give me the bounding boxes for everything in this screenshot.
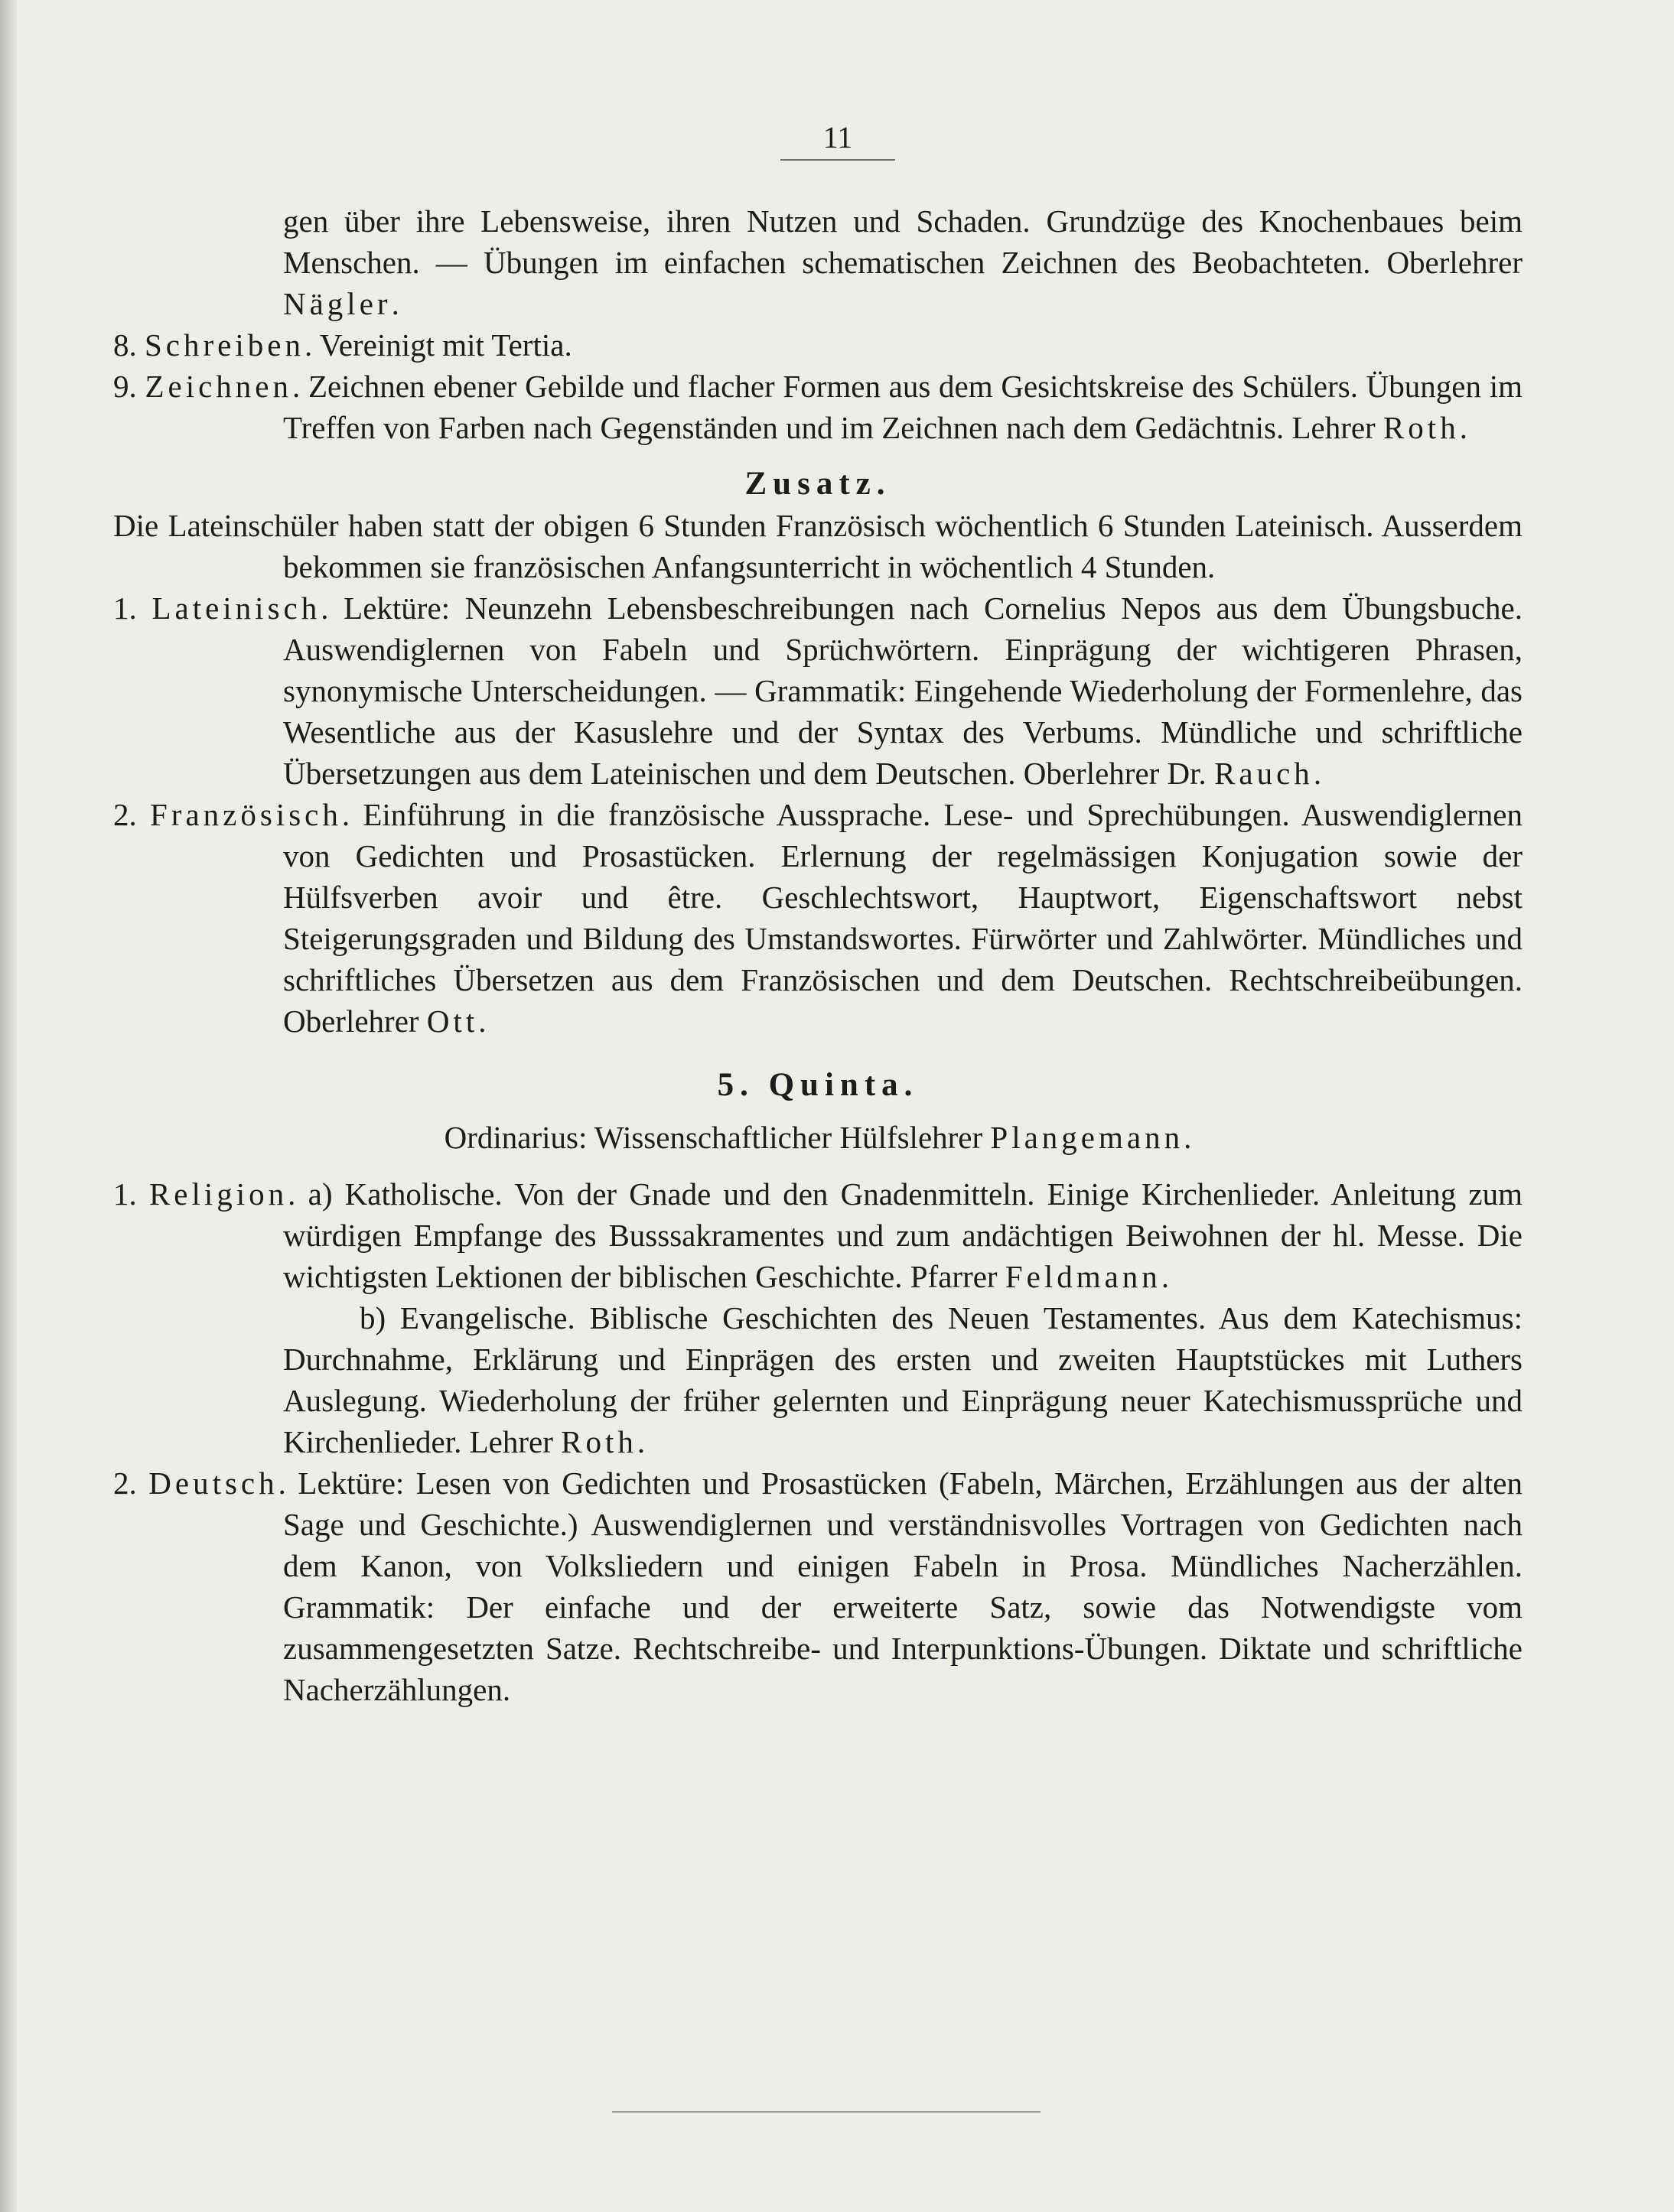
item-number: 2.: [113, 1465, 149, 1501]
punctuation: .: [1459, 410, 1467, 445]
zusatz-paragraph: Die Lateinschüler haben statt der obigen 6 Stunden Französisch wöchentlich 6 Stunden Lateinisch. Ausserdem bekommen sie französischen Anfangsunterricht in wöchentlich 4 Stunden.: [113, 508, 1523, 584]
continued-text: gen über ihre Lebensweise, ihren Nutzen und Schaden. Grundzüge des Knochenbaues beim Menschen. — Übungen im einfachen schematischen Zeichnen des Beobachteten. Oberlehrer: [283, 203, 1523, 280]
item-text: . Zeichnen ebener Gebilde und flacher Formen aus dem Gesichtskreise des Schülers. Übungen im Treffen von Farben nach Gegenständen und im Zeichnen nach dem Gedächtnis. Lehrer: [283, 369, 1523, 445]
section-heading-quinta: 5. Quinta.: [717, 1067, 919, 1103]
teacher-name: Feldmann: [1005, 1259, 1161, 1294]
subject-item-zeichnen: [113, 366, 1523, 448]
item-text: . a) Katholische. Von der Gnade und den Gnadenmitteln. Einige Kirchenlieder. Anleitung zum würdigen Empfange des Busssakramentes und zum andächtigen Beiwohnen der hl. Messe. Die wichtigsten Lektionen der biblischen Geschichte. Pfarrer: [283, 1176, 1523, 1294]
teacher-name: Rauch: [1214, 756, 1314, 791]
teacher-name: Roth: [1383, 410, 1460, 445]
page-content: [113, 200, 1523, 1710]
punctuation: .: [1184, 1120, 1192, 1155]
ordinarius-prefix: Ordinarius: Wissenschaftlicher Hülfslehrer: [444, 1120, 991, 1155]
subject-label: Deutsch: [148, 1465, 278, 1501]
item-number: 2.: [113, 797, 150, 832]
spacer: [113, 1042, 1523, 1065]
spacer: [113, 1106, 1523, 1117]
subject-label: Zeichnen: [145, 369, 292, 404]
page-edge-shadow: [0, 0, 17, 2212]
section-heading-zusatz: Zusatz.: [744, 466, 891, 502]
religion-evangelisch-paragraph: [113, 1297, 1523, 1462]
punctuation: .: [391, 286, 399, 321]
continued-paragraph: [113, 200, 1523, 324]
item-text: . Vereinigt mit Tertia.: [304, 327, 572, 363]
teacher-name: Roth: [561, 1424, 637, 1459]
ordinarius-line: [113, 1117, 1523, 1158]
page-number-rule: [780, 159, 895, 161]
item-text: . Einführung in die französische Aussprache. Lese- und Sprechübungen. Auswendiglernen von Gedichten und Prosastücken. Erlernung der regelmässigen Konjugation sowie der Hülfsverben avoir und être. Geschlechtswort, Hauptwort, Eigenschaftswort nebst Steigerungsgraden und Bildung des Umstandswortes. Fürwörter und Zahlwörter. Mündliches und schriftliches Übersetzen aus dem Französischen und dem Deutschen. Rechtschreibeübungen. Oberlehrer: [283, 797, 1523, 1039]
bottom-rule: [612, 2111, 1041, 2113]
item-text: b) Evangelische. Biblische Geschichten des Neuen Testamentes. Aus dem Katechismus: Durchnahme, Erklärung und Einprägen des ersten und zweiten Hauptstückes mit Luthers Auslegung. Wiederholung der früher gelernten und Einprägung neuer Katechismussprüche und Kirchenlieder. Lehrer: [283, 1300, 1523, 1459]
subject-item-lateinisch: [113, 587, 1523, 794]
subject-item-deutsch: [113, 1462, 1523, 1710]
punctuation: .: [478, 1004, 487, 1039]
punctuation: .: [1313, 756, 1322, 791]
subject-item-religion: [113, 1173, 1523, 1297]
subject-label: Lateinisch: [151, 590, 321, 626]
teacher-name: Ott: [426, 1004, 479, 1039]
punctuation: .: [1161, 1259, 1170, 1294]
page-number: 11: [822, 120, 853, 155]
punctuation: .: [637, 1424, 646, 1459]
item-number: 9.: [113, 369, 145, 404]
item-number: 8.: [113, 327, 145, 363]
item-number: 1.: [113, 1176, 149, 1212]
item-text: . Lektüre: Neunzehn Lebensbeschreibungen nach Cornelius Nepos aus dem Übungsbuche. Auswendiglernen von Fabeln und Sprüchwörtern. Einprägung der wichtigeren Phrasen, synonymische Unterscheidungen. — Grammatik: Eingehende Wiederholung der Formenlehre, das Wesentliche aus der Kasuslehre und der Syntax des Verbums. Mündliche und schriftliche Übersetzungen aus dem Lateinischen und dem Deutschen. Oberlehrer Dr.: [283, 590, 1523, 791]
subject-item-franzoesisch: [113, 794, 1523, 1042]
item-number: 1.: [113, 590, 152, 626]
teacher-name: Plangemann: [990, 1120, 1184, 1155]
spacer: [113, 1158, 1523, 1173]
subject-label: Französisch: [150, 797, 342, 832]
teacher-name: Nägler: [283, 286, 392, 321]
subject-label: Religion: [148, 1176, 288, 1212]
item-text: . Lektüre: Lesen von Gedichten und Prosastücken (Fabeln, Märchen, Erzählungen aus der alten Sage und Geschichte.) Auswendiglernen und verständnisvolles Vortragen von Gedichten nach dem Kanon, von Volksliedern und einigen Fabeln in Prosa. Mündliches Nacherzählen. Grammatik: Der einfache und der erweiterte Satz, sowie das Notwendigste vom zusammengesetzten Satze. Rechtschreibe- und Interpunktions-Übungen. Diktate und schriftliche Nacherzählungen.: [278, 1465, 1523, 1707]
subject-label: Schreiben: [145, 327, 305, 363]
subject-item-schreiben: [113, 324, 1523, 366]
spacer: [113, 448, 1523, 464]
